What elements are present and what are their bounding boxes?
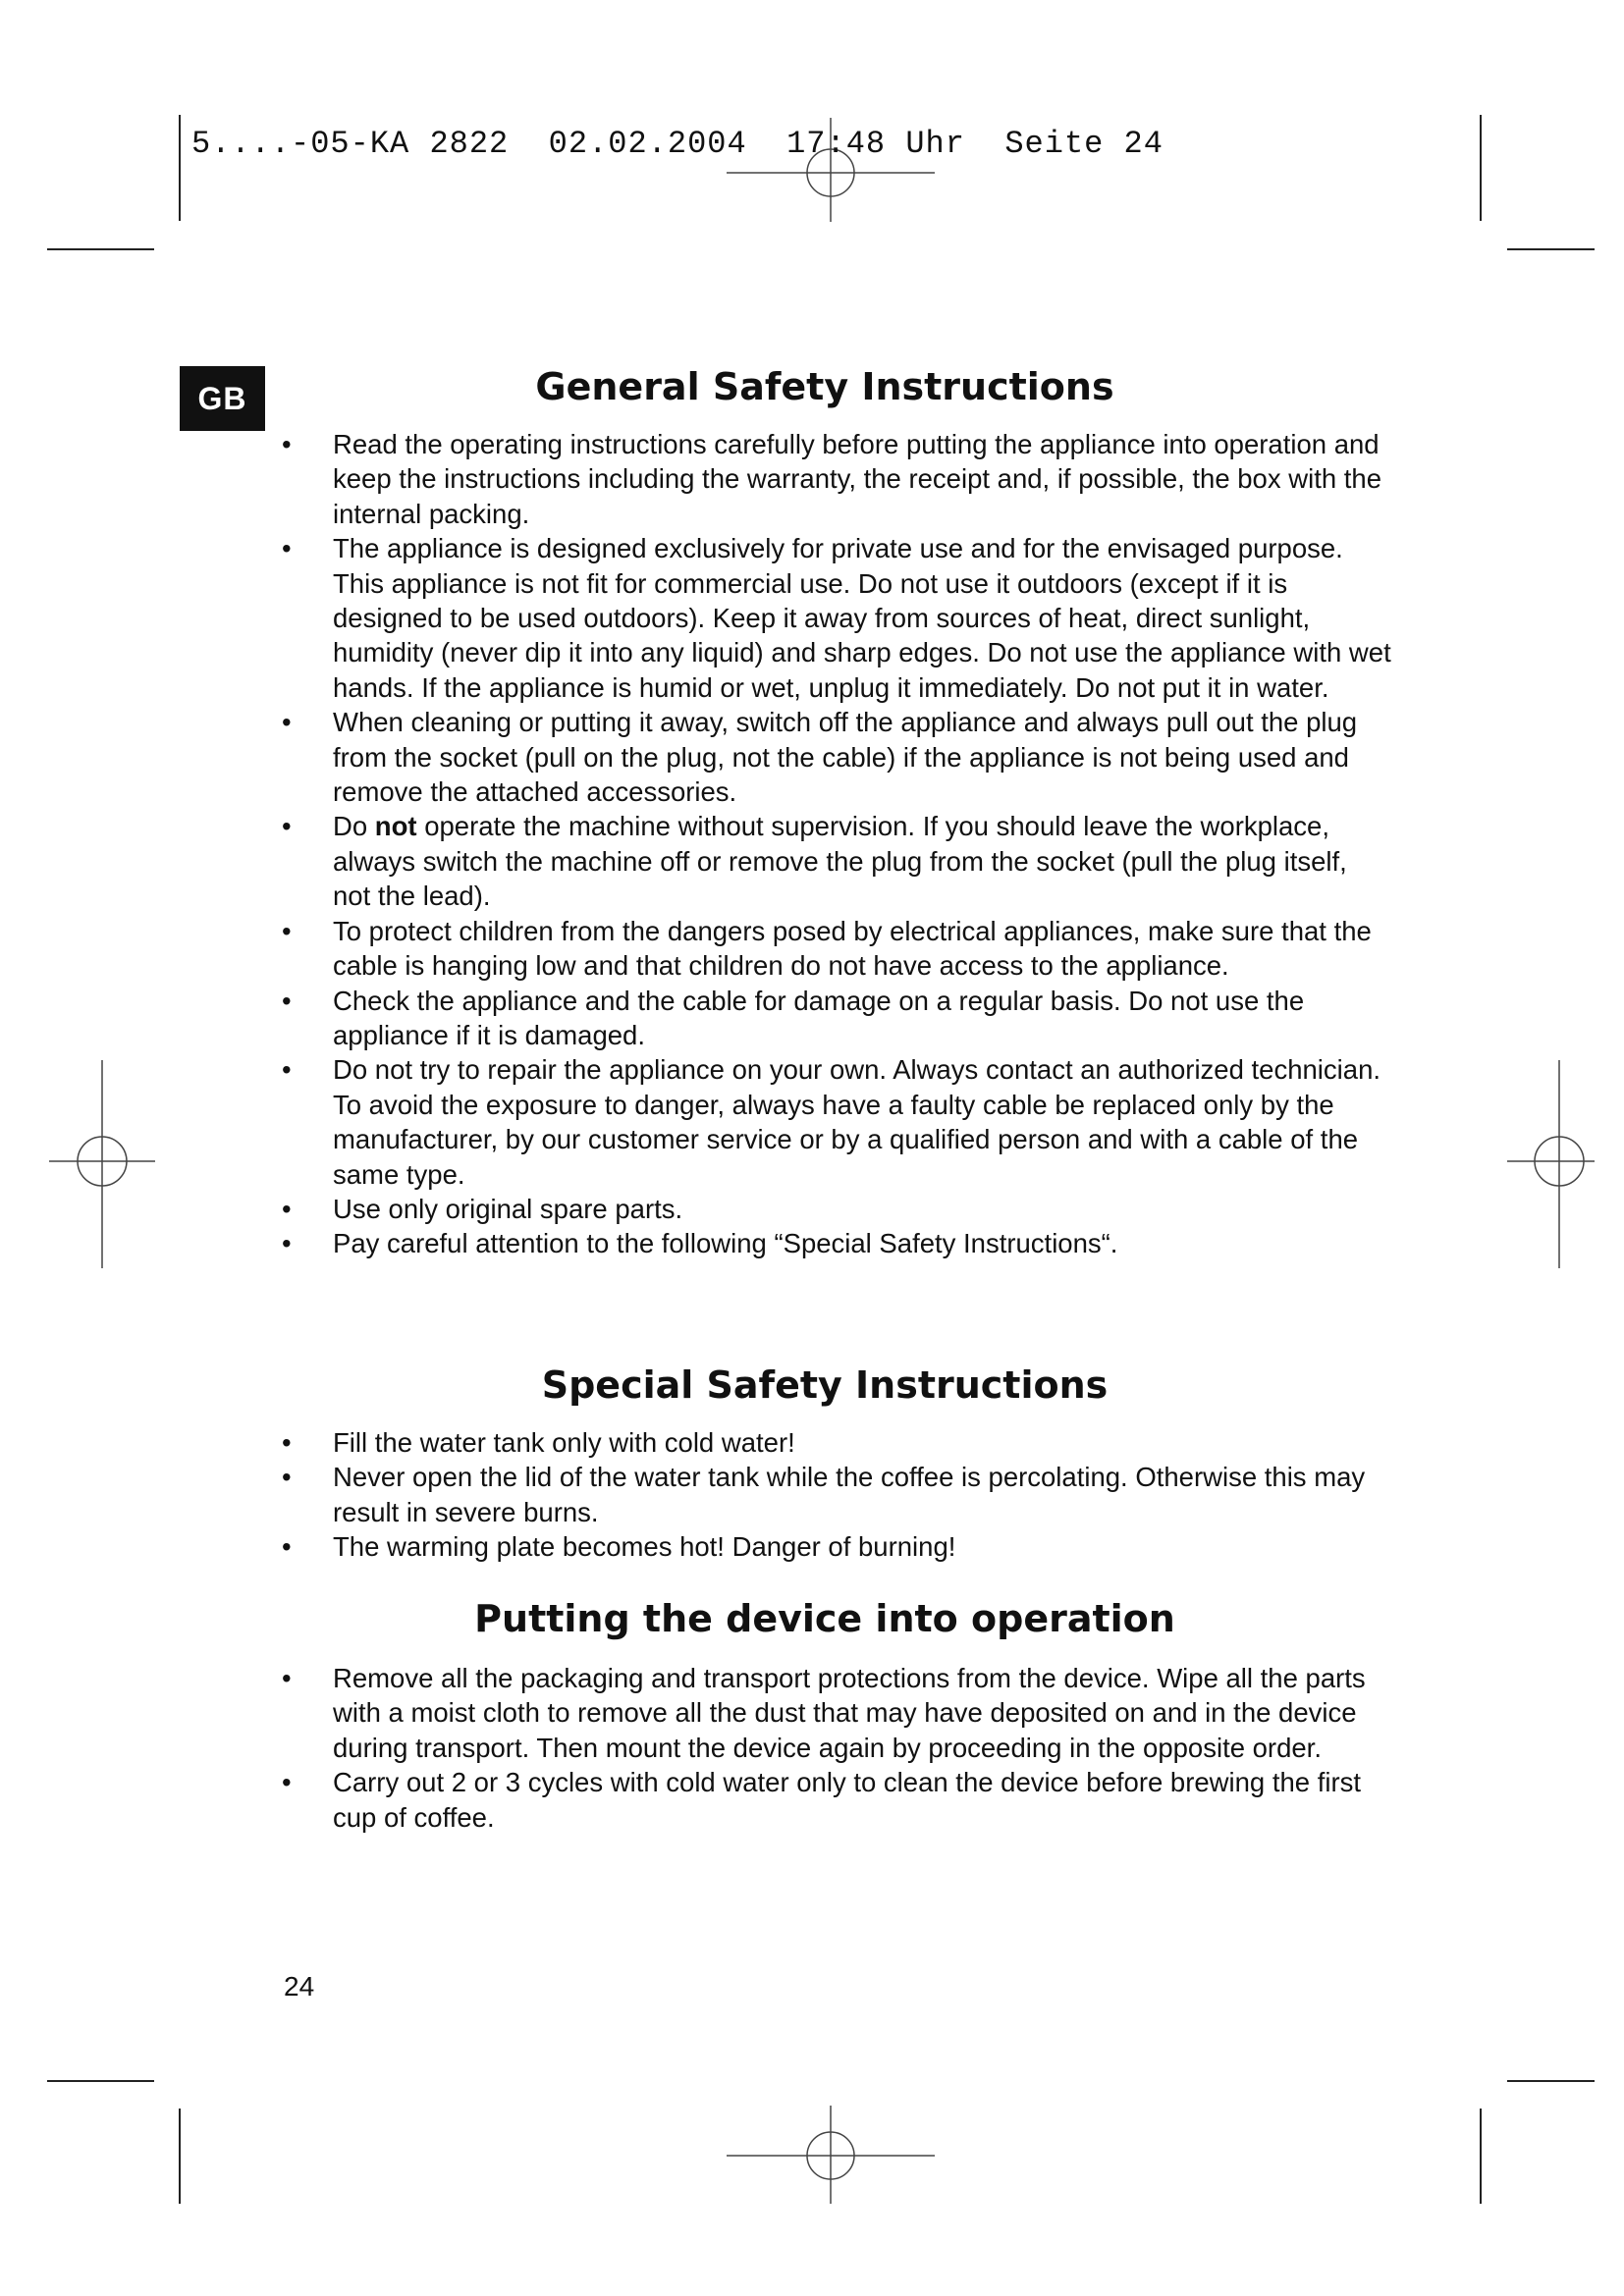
list-item: • Read the operating instructions carefully before putting the appliance into operation and keep the instructions including the warranty, the receipt and, if possible, the box with the internal packing. bbox=[282, 427, 1391, 531]
list-item: • Remove all the packaging and transport protections from the device. Wipe all the parts with a moist cloth to remove all the dust that may have deposited on and in the device during transport. Then mount the device again by proceeding in the opposite order. bbox=[282, 1661, 1391, 1765]
list-item-supervision bbox=[282, 809, 1391, 913]
operation-list bbox=[282, 1661, 1391, 1835]
list-item: • Fill the water tank only with cold water! bbox=[282, 1425, 1391, 1460]
print-slug: 5....-05-KA 2822 02.02.2004 17:48 Uhr Seite 24 bbox=[191, 126, 1164, 162]
special-safety-list bbox=[282, 1425, 1391, 1565]
operation-title: Putting the device into operation bbox=[474, 1597, 1175, 1640]
list-item: • Never open the lid of the water tank while the coffee is percolating. Otherwise this may result in severe burns. bbox=[282, 1460, 1391, 1529]
general-safety-list bbox=[282, 427, 1391, 1261]
list-item: • Check the appliance and the cable for damage on a regular basis. Do not use the appliance if it is damaged. bbox=[282, 984, 1391, 1053]
list-item: • Carry out 2 or 3 cycles with cold water only to clean the device before brewing the first cup of coffee. bbox=[282, 1765, 1391, 1835]
supervision-text-rest: operate the machine without supervision. If you should leave the workplace, always switch the machine off or remove the plug from the socket (pull the plug itself, not the lead). bbox=[333, 811, 1347, 912]
list-item: • Pay careful attention to the following “Special Safety Instructions“. bbox=[282, 1226, 1391, 1260]
list-item: • When cleaning or putting it away, switch off the appliance and always pull out the plug from the socket (pull on the plug, not the cable) if the appliance is not being used and remove the attached accessories. bbox=[282, 705, 1391, 809]
list-item: • The appliance is designed exclusively for private use and for the envisaged purpose. This appliance is not fit for commercial use. Do not use it outdoors (except if it is designed to be used outdoors). Keep it away from sources of heat, direct sunlight, humidity (never dip it into any liquid) and sharp edges. Do not use the appliance with wet hands. If the appliance is humid or wet, unplug it immediately. Do not put it in water. bbox=[282, 531, 1391, 705]
list-item: • Use only original spare parts. bbox=[282, 1192, 1391, 1226]
list-item: • Do not try to repair the appliance on your own. Always contact an authorized technician. To avoid the exposure to danger, always have a faulty cable be replaced only by the manufacturer, by our customer service or by a qualified person and with a cable of the same type. bbox=[282, 1052, 1391, 1192]
list-item: • To protect children from the dangers posed by electrical appliances, make sure that the cable is hanging low and that children do not have access to the appliance. bbox=[282, 914, 1391, 984]
special-safety-title: Special Safety Instructions bbox=[541, 1363, 1109, 1407]
general-safety-title: General Safety Instructions bbox=[535, 365, 1114, 408]
list-item: • The warming plate becomes hot! Danger of burning! bbox=[282, 1529, 1391, 1564]
language-tab: GB bbox=[180, 366, 265, 431]
page-number: 24 bbox=[284, 1971, 315, 2002]
supervision-text-start: Do bbox=[333, 811, 375, 842]
emphasis-not: not bbox=[374, 811, 417, 842]
